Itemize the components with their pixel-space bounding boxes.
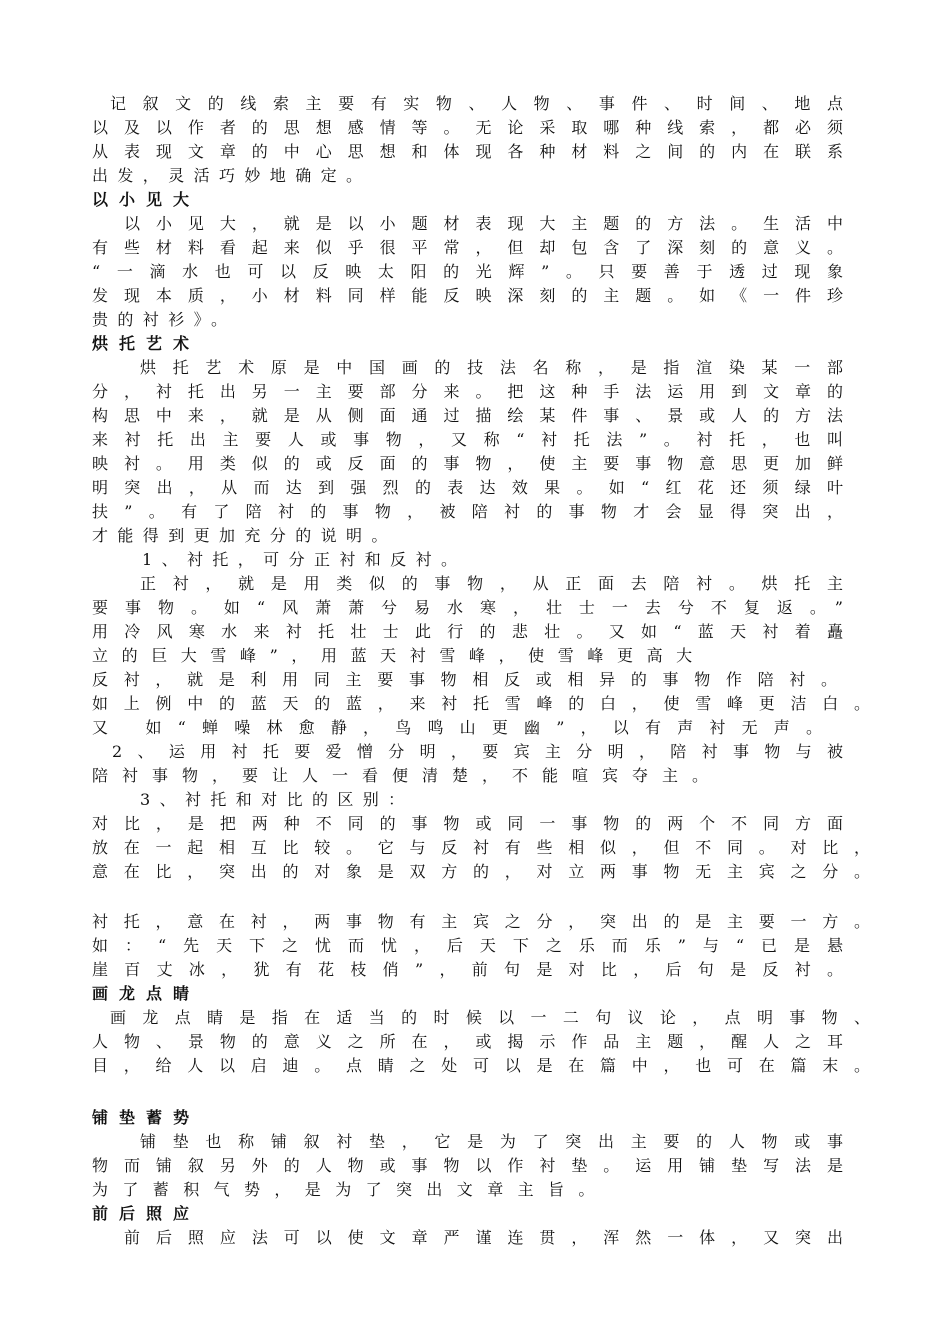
paragraph-line: 出发，灵活巧妙地确定。 xyxy=(92,166,372,185)
paragraph-line: 分，衬托出另一主要部分来。把这种手法运用到文章的 xyxy=(92,382,843,401)
paragraph-line: 以小见大，就是以小题材表现大主题的方法。生活中 xyxy=(124,214,843,233)
paragraph-line: 发现本质，小材料同样能反映深刻的主题。如《一件珍 xyxy=(92,286,843,305)
paragraph-line: 1、衬托，可分正衬和反衬。 xyxy=(142,550,467,569)
paragraph-line: 映衬。用类似的或反面的事物，使主要事物意思更加鲜 xyxy=(92,454,843,473)
paragraph-line: 崖百丈冰，犹有花枝俏”，前句是对比，后句是反衬。 xyxy=(92,960,843,979)
paragraph-line: 物而铺叙另外的人物或事物以作衬垫。运用铺垫写法是 xyxy=(92,1156,843,1175)
paragraph-line: 扶”。有了陪衬的事物，被陪衬的事物才会显得突出， xyxy=(92,502,843,521)
paragraph-line: 从表现文章的中心思想和体现各种材料之间的内在联系 xyxy=(92,142,843,161)
paragraph-line: 陪衬事物，要让人一看便清楚，不能喧宾夺主。 xyxy=(92,766,723,785)
paragraph-line: 明突出，从而达到强烈的表达效果。如“红花还须绿叶 xyxy=(92,478,843,497)
paragraph-line: 来衬托出主要人或事物，又称“衬托法”。衬托，也叫 xyxy=(92,430,843,449)
paragraph-line: 要事物。如“风萧萧兮易水寒，壮士一去兮不复返。” xyxy=(92,598,843,617)
paragraph-line: 贵的衬衫》。 xyxy=(92,310,237,329)
paragraph-line: 放在一起相互比较。它与反衬有些相似，但不同。对比， xyxy=(92,838,870,857)
paragraph-line: 意在比，突出的对象是双方的，对立两事物无主宾之分。 xyxy=(92,862,870,881)
section-heading: 画龙点睛 xyxy=(92,984,201,1003)
section-heading: 前后照应 xyxy=(92,1204,201,1223)
paragraph-line: 衬托，意在衬，两事物有主宾之分，突出的是主要一方。 xyxy=(92,912,870,931)
paragraph-line: 人物、景物的意义之所在，或揭示作品主题，醒人之耳 xyxy=(92,1032,843,1051)
paragraph-line: 对比，是把两种不同的事物或同一事物的两个不同方面 xyxy=(92,814,843,833)
paragraph-line: 如：“先天下之忧而忧，后天下之乐而乐”与“已是悬 xyxy=(92,936,843,955)
paragraph-line: 反衬，就是利用同主要事物相反或相异的事物作陪衬。 xyxy=(92,670,837,689)
paragraph-line: 有些材料看起来似乎很平常，但却包含了深刻的意义。 xyxy=(92,238,843,257)
section-heading: 铺垫蓄势 xyxy=(92,1108,201,1127)
paragraph-line: 立的巨大雪峰”，用蓝天衬雪峰，使雪峰更高大 xyxy=(92,646,706,665)
paragraph-line: 3、衬托和对比的区别： xyxy=(140,790,414,809)
paragraph-line: 烘托艺术原是中国画的技法名称，是指渲染某一部 xyxy=(140,358,843,377)
paragraph-line: 目，给人以启迪。点睛之处可以是在篇中，也可在篇末。 xyxy=(92,1056,870,1075)
paragraph-line: 正衬，就是用类似的事物，从正面去陪衬。烘托主 xyxy=(140,574,843,593)
paragraph-line: 才能得到更加充分的说明。 xyxy=(92,526,397,545)
paragraph-line: 画龙点睛是指在适当的时候以一二句议论，点明事物、 xyxy=(110,1008,870,1027)
paragraph-line: 用冷风寒水来衬托壮士此行的悲壮。又如“蓝天衬着矗 xyxy=(92,622,843,641)
section-heading: 烘托艺术 xyxy=(92,334,201,353)
section-heading: 以小见大 xyxy=(92,190,201,209)
paragraph-line: 前后照应法可以使文章严谨连贯，浑然一体，又突出 xyxy=(124,1228,843,1247)
paragraph-line: 又 如“蝉噪林愈静，鸟鸣山更幽”，以有声衬无声。 xyxy=(92,718,822,737)
paragraph-line: 以及以作者的思想感情等。无论采取哪种线索，都必须 xyxy=(92,118,843,137)
paragraph-line: 2、运用衬托要爱憎分明，要宾主分明，陪衬事物与被 xyxy=(112,742,843,761)
paragraph-line: 记叙文的线索主要有实物、人物、事件、时间、地点 xyxy=(110,94,843,113)
paragraph-line: 如上例中的蓝天的蓝，来衬托雪峰的白，使雪峰更洁白。 xyxy=(92,694,870,713)
paragraph-line: 构思中来，就是从侧面通过描绘某件事、景或人的方法 xyxy=(92,406,843,425)
paragraph-line: 铺垫也称铺叙衬垫，它是为了突出主要的人物或事 xyxy=(140,1132,843,1151)
paragraph-line: “一滴水也可以反映太阳的光辉”。只要善于透过现象 xyxy=(92,262,843,281)
paragraph-line: 为了蓄积气势，是为了突出文章主旨。 xyxy=(92,1180,609,1199)
